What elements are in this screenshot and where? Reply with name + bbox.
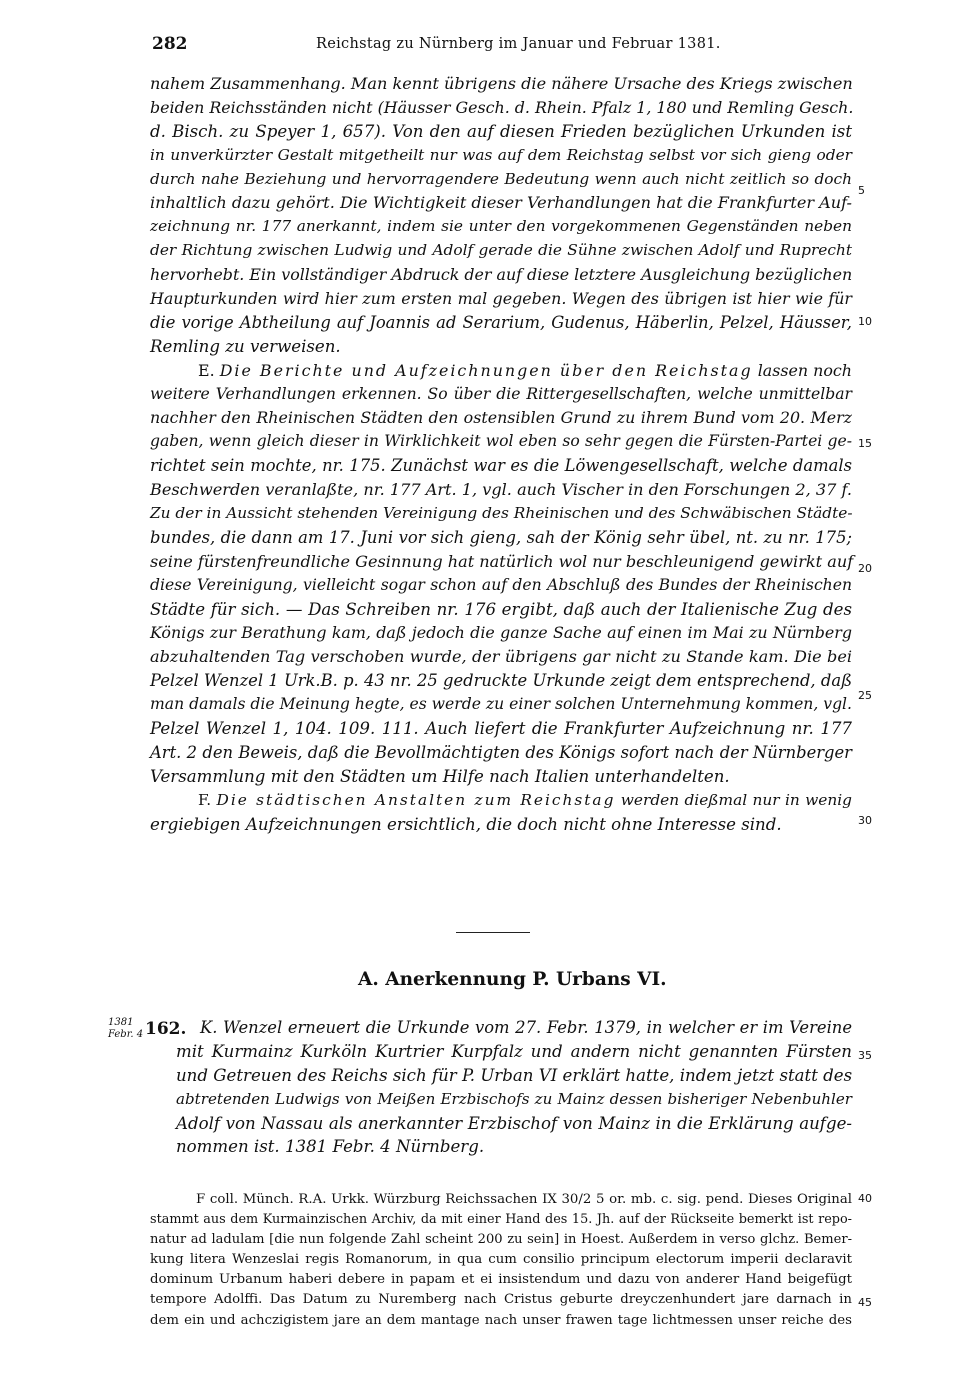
text-line: Adolf von Nassau als anerkannter Erzbischof von Mainz in die Erklärung aufge-	[176, 1113, 852, 1133]
line-number: 10	[858, 315, 872, 328]
text-line: durch nahe Beziehung und hervorragendere Bedeutung wenn auch nicht zeitlich so doch	[150, 169, 852, 188]
source-notes	[150, 1190, 852, 1331]
section-heading: A. Anerkennung P. Urbans VI.	[358, 969, 667, 990]
text-line: diese Vereinigung, vielleicht sogar schon auf den Abschluß des Bundes der Rheinischen	[150, 575, 852, 594]
text-line: Remling zu verweisen.	[150, 336, 341, 356]
running-head: Reichstag zu Nürnberg im Januar und Februar 1381.	[316, 36, 721, 52]
line-number: 40	[858, 1192, 872, 1205]
text-line: hervorhebt. Ein vollständiger Abdruck der auf diese letztere Ausgleichung bezüglichen	[150, 265, 853, 285]
section-divider	[456, 932, 530, 933]
note-line: stammt aus dem Kurmainzischen Archiv, da mit einer Hand des 15. Jh. auf der Rückseite bemerkt ist repo-	[150, 1212, 852, 1228]
section-f-first-line	[150, 789, 852, 813]
line-number: 20	[858, 562, 872, 575]
text-line: ergiebigen Aufzeichnungen ersichtlich, die doch nicht ohne Interesse sind.	[150, 814, 782, 834]
entry-number: 162.	[145, 1019, 187, 1039]
text-line: Beschwerden veranlaßte, nr. 177 Art. 1, vgl. auch Vischer in den Forschungen 2, 37 f.	[150, 480, 852, 500]
text-line: Königs zur Berathung kam, daß jedoch die ganze Sache auf einen im Mai zu Nürnberg	[150, 623, 852, 643]
text-line: Pelzel Wenzel 1 Urk.B. p. 43 nr. 25 gedruckte Urkunde zeigt dem entsprechend, daß	[150, 671, 852, 691]
text-line: abtretenden Ludwigs von Meißen Erzbischofs zu Mainz dessen bisheriger Nebenbuhler	[176, 1089, 852, 1108]
text-line: zeichnung nr. 177 anerkannt, indem sie unter den vorgekommenen Gegenständen neben	[150, 217, 852, 236]
line-number: 35	[858, 1049, 872, 1062]
text-line: nahem Zusammenhang. Man kennt übrigens die nähere Ursache des Kriegs zwischen	[150, 74, 853, 93]
line-number: 25	[858, 689, 872, 702]
note-line: natur ad ladulam [die nun folgende Zahl scheint 200 zu sein] in Hoest. Außerdem in verso glchz. Bemer-	[150, 1232, 852, 1248]
line-number: 45	[858, 1296, 872, 1309]
note-line: kung litera Wenzeslai regis Romanorum, in qua cum consilio principum electorum imperii declaravit	[150, 1252, 852, 1268]
text-line: bundes, die dann am 17. Juni vor sich gieng, sah der König sehr übel, nt. zu nr. 175;	[150, 527, 852, 547]
text-line: mit Kurmainz Kurköln Kurtrier Kurpfalz und andern nicht genannten Fürsten	[176, 1041, 852, 1061]
section-f-title: Die städtischen Anstalten zum Reichstag	[216, 790, 616, 809]
text-line: der Richtung zwischen Ludwig und Adolf gerade die Sühne zwischen Adolf und Ruprecht	[150, 241, 852, 260]
line-number: 30	[858, 814, 872, 827]
line-number: 15	[858, 437, 872, 450]
section-f-letter: F.	[198, 790, 212, 809]
page-number: 282	[152, 34, 188, 54]
text-line: nommen ist. 1381 Febr. 4 Nürnberg.	[176, 1137, 485, 1157]
text-line: beiden Reichsständen nicht (Häusser Gesch. d. Rhein. Pfalz 1, 180 und Remling Gesch.	[150, 97, 854, 117]
text-line: richtet sein mochte, nr. 175. Zunächst war es die Löwengesellschaft, welche damals	[150, 456, 852, 476]
note-line: tempore Adolffi. Das Datum zu Nuremberg nach Cristus geburte dreyczenhundert jare darnach in	[150, 1292, 852, 1308]
text-line: die vorige Abtheilung auf Joannis ad Serarium, Gudenus, Häberlin, Pelzel, Häusser,	[150, 312, 852, 332]
text-line: Städte für sich. — Das Schreiben nr. 176 ergibt, daß auch der Italienische Zug des	[150, 599, 852, 619]
text-line: Art. 2 den Beweis, daß die Bevollmächtigten des Königs sofort nach der Nürnberger	[150, 742, 852, 762]
body-text	[150, 72, 852, 837]
text-line: abzuhaltenden Tag verschoben wurde, der übrigens gar nicht zu Stande kam. Die bei	[150, 647, 852, 667]
section-e-text: lassen noch	[757, 360, 852, 380]
note-line: F coll. Münch. R.A. Urkk. Würzburg Reichssachen IX 30/2 5 or. mb. c. sig. pend. Dieses Original	[196, 1192, 852, 1207]
note-line: dem ein und achczigistem jare an dem mantage nach unser frawen tage lichtmessen unser reiche des	[150, 1312, 852, 1328]
entry-summary	[176, 1016, 852, 1159]
text-line: K. Wenzel erneuert die Urkunde vom 27. Febr. 1379, in welcher er im Vereine	[200, 1018, 852, 1037]
section-e-first-line	[150, 359, 852, 383]
text-line: Versammlung mit den Städten um Hilfe nach Italien unterhandelten.	[150, 766, 730, 786]
note-line: dominum Urbanum haberi debere in papam et ei insistendum und dazu von anderer Hand beigefügt	[150, 1272, 852, 1288]
text-line: seine fürstenfreundliche Gesinnung hat natürlich wol nur beschleunigend gewirkt auf	[150, 551, 854, 571]
text-line: Haupturkunden wird hier zum ersten mal gegeben. Wegen des übrigen ist hier wie für	[150, 289, 852, 309]
text-line: in unverkürzter Gestalt mitgetheilt nur was auf dem Reichstag selbst vor sich gieng oder	[150, 145, 852, 164]
margin-date-day: Febr. 4	[108, 1029, 144, 1040]
margin-date	[108, 1017, 143, 1041]
text-line: und Getreuen des Reichs sich für P. Urban VI erklärt hatte, indem jetzt statt des	[176, 1065, 853, 1085]
text-line: gaben, wenn gleich dieser in Wirklichkeit wol eben so sehr gegen die Fürsten-Partei ge-	[150, 432, 852, 451]
section-e-letter: E.	[198, 360, 215, 380]
text-line: Zu der in Aussicht stehenden Vereinigung des Rheinischen und des Schwäbischen Städte-	[150, 504, 853, 523]
text-line: Pelzel Wenzel 1, 104. 109. 111. Auch liefert die Frankfurter Aufzeichnung nr. 177	[150, 719, 852, 739]
section-f-text: werden dießmal nur in wenig	[620, 790, 852, 809]
margin-date-year: 1381	[108, 1017, 134, 1028]
section-e-title: Die Berichte und Aufzeichnungen über den Reichstag	[219, 360, 753, 380]
text-line: man damals die Meinung hegte, es werde zu einer solchen Unternehmung kommen, vgl.	[150, 695, 852, 714]
text-line: d. Bisch. zu Speyer 1, 657). Von den auf diesen Frieden bezüglichen Urkunden ist	[150, 121, 852, 141]
text-line: nachher den Rheinischen Städten den ostensiblen Grund zu ihrem Bund vom 20. Merz	[150, 408, 852, 428]
text-line: weitere Verhandlungen erkennen. So über die Rittergesellschaften, welche unmittelbar	[150, 384, 852, 403]
text-line: inhaltlich dazu gehört. Die Wichtigkeit dieser Verhandlungen hat die Frankfurter Auf-	[150, 193, 852, 213]
line-number: 5	[858, 184, 865, 197]
